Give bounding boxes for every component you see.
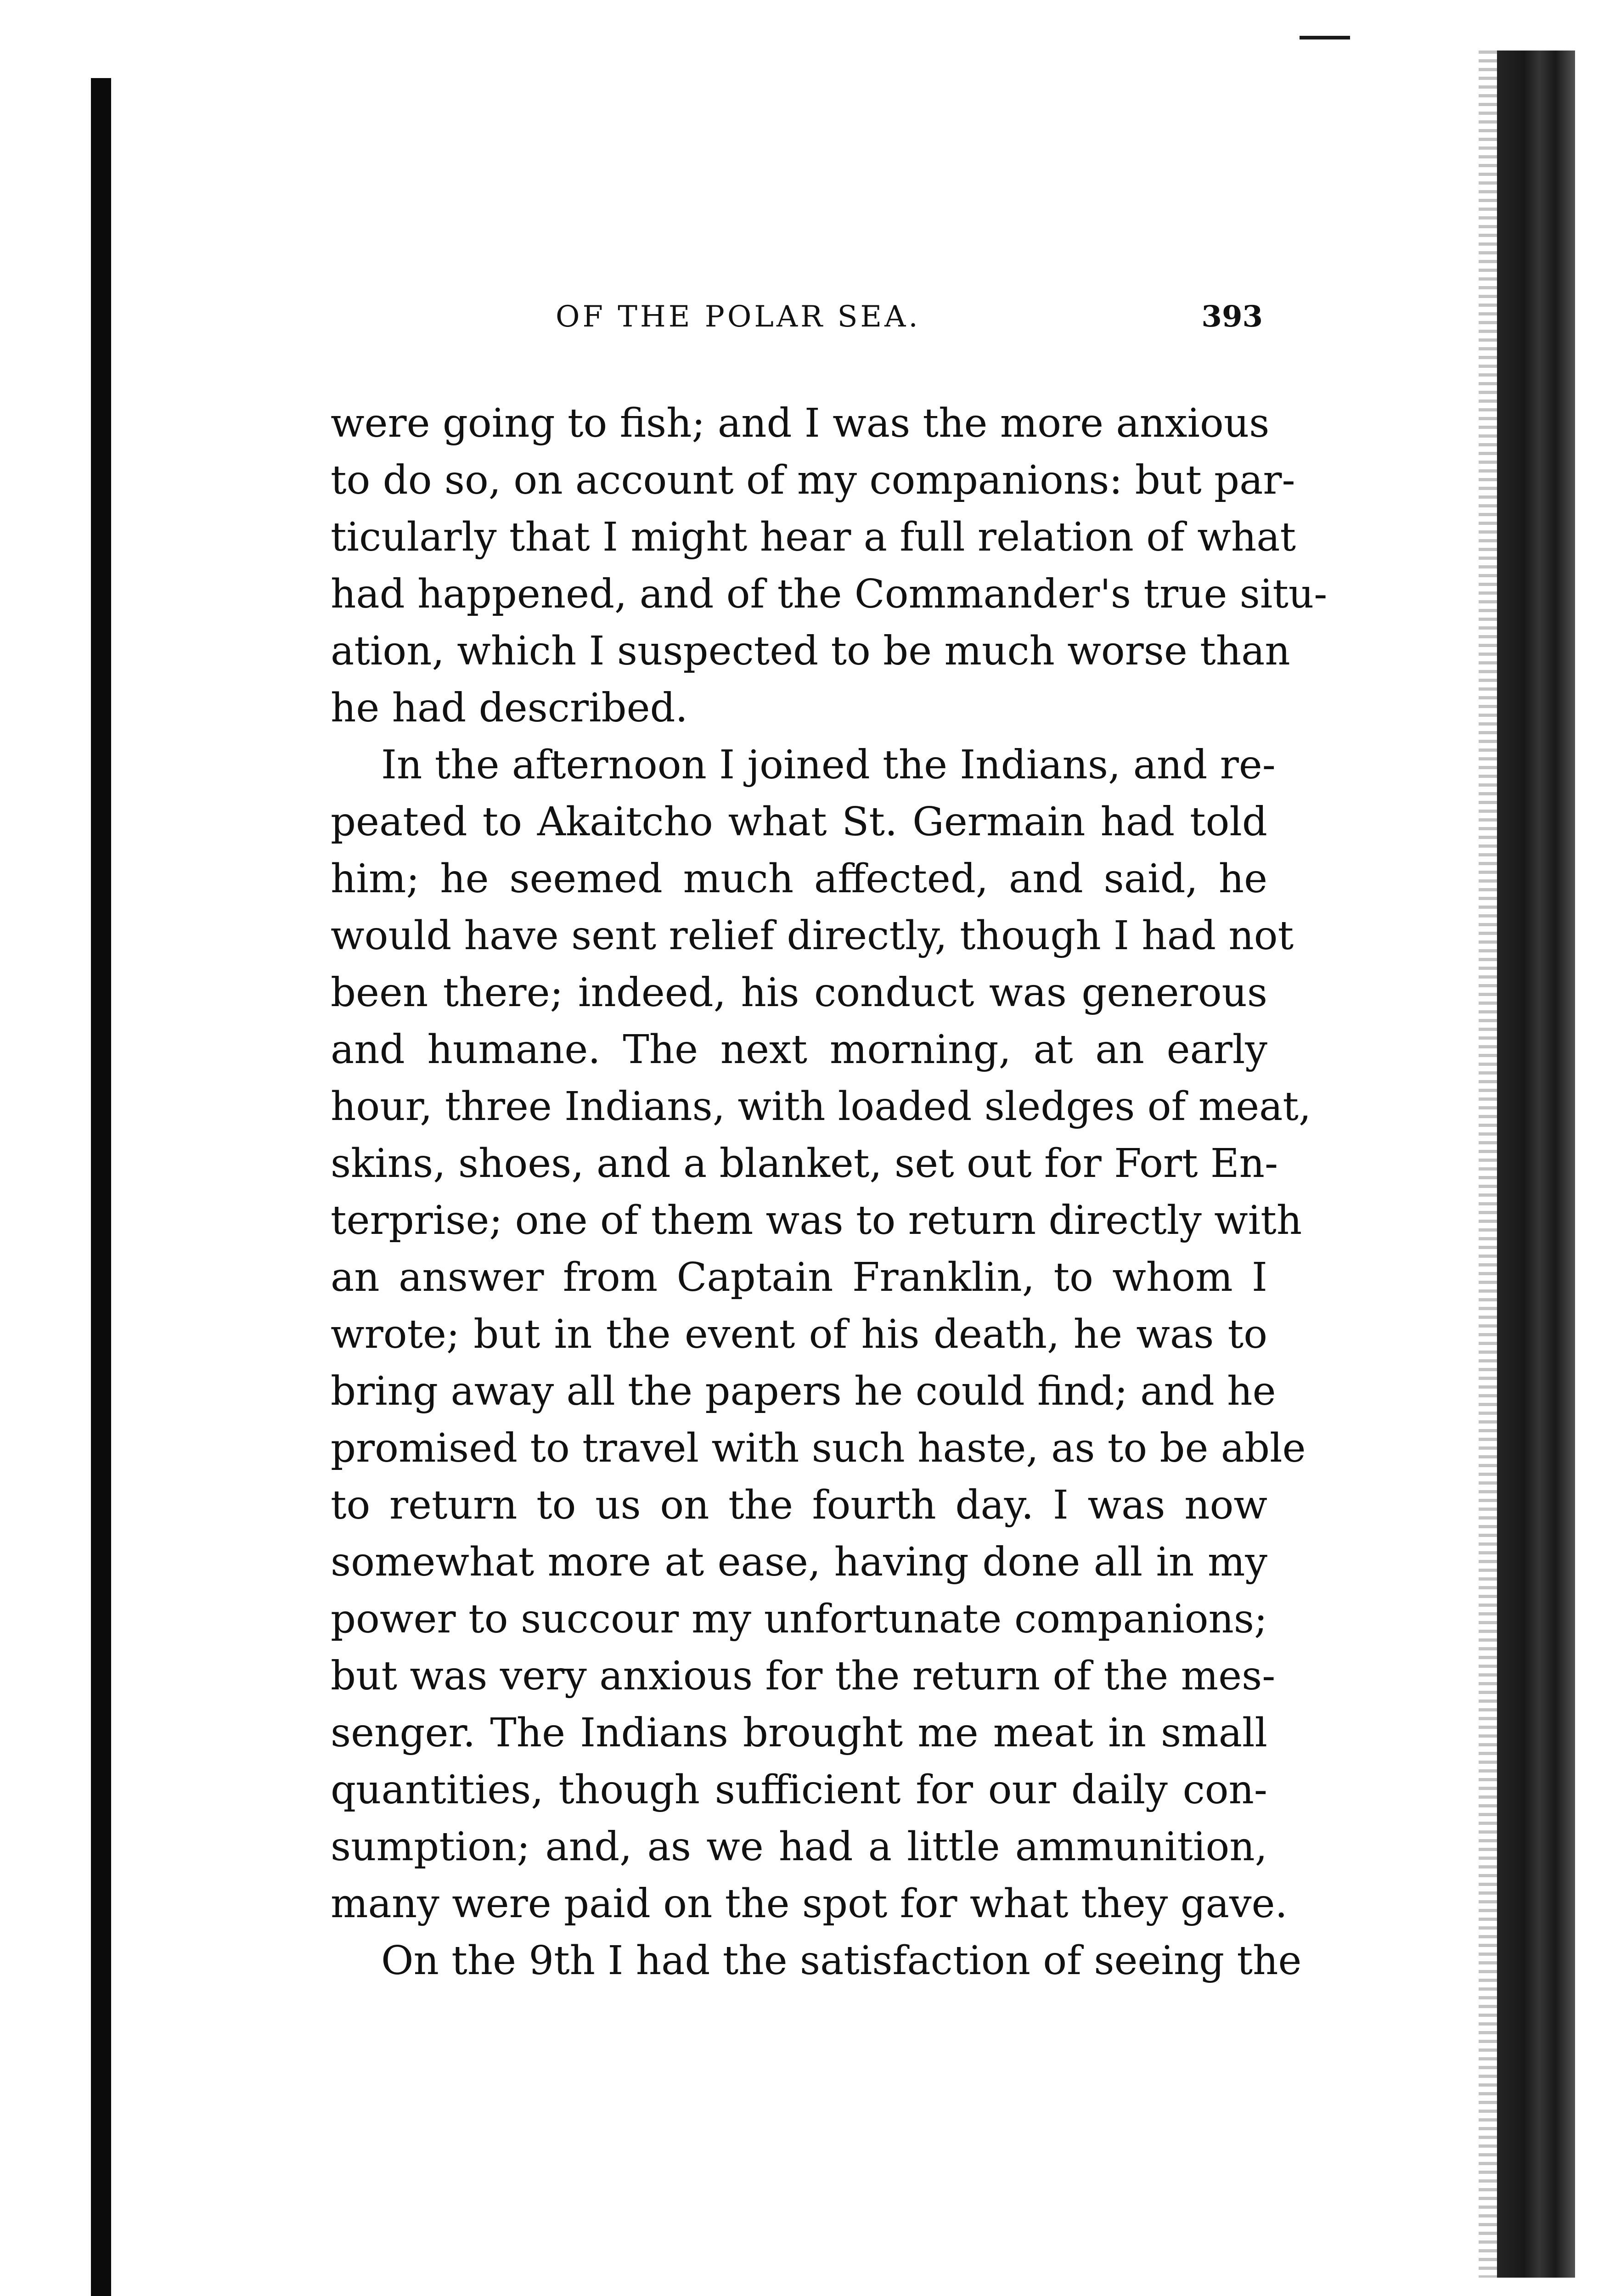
text-line: an answer from Captain Franklin, to whom I — [331, 1255, 1267, 1300]
text-line: terprise; one of them was to return directly with — [331, 1198, 1302, 1244]
text-line: senger. The Indians brought me meat in small — [331, 1710, 1267, 1756]
text-line: many were paid on the spot for what they gave. — [331, 1881, 1288, 1927]
scan-mark — [1300, 36, 1350, 39]
text-line: On the 9th I had the satisfaction of seeing the — [381, 1938, 1302, 1984]
text-line: he had described. — [331, 685, 688, 731]
text-line: wrote; but in the event of his death, he was to — [331, 1311, 1267, 1357]
text-line: somewhat more at ease, having done all in my — [331, 1539, 1267, 1585]
text-line: bring away all the papers he could find; and he — [331, 1368, 1276, 1414]
text-line: skins, shoes, and a blanket, set out for Fort En- — [331, 1141, 1278, 1187]
text-line: been there; indeed, his conduct was generous — [331, 970, 1267, 1016]
text-line: ticularly that I might hear a full relation of what — [331, 514, 1296, 560]
text-line: to return to us on the fourth day. I was now — [331, 1482, 1267, 1528]
text-line: sumption; and, as we had a little ammunition, — [331, 1824, 1267, 1870]
running-title: OF THE POLAR SEA. — [556, 300, 921, 334]
body-text — [331, 395, 1328, 1984]
text-line: quantities, though sufficient for our daily con- — [331, 1767, 1267, 1813]
text-line: peated to Akaitcho what St. Germain had told — [331, 799, 1267, 845]
scan-left-edge — [91, 78, 111, 2296]
text-line: power to succour my unfortunate companions; — [331, 1596, 1267, 1642]
text-line: were going to fish; and I was the more anxious — [331, 400, 1270, 446]
text-line: but was very anxious for the return of the mes- — [331, 1653, 1276, 1699]
text-line: promised to travel with such haste, as to be able — [331, 1425, 1306, 1471]
text-line: and humane. The next morning, at an early — [331, 1027, 1267, 1073]
scan-right-edge — [1497, 51, 1575, 2278]
text-line: had happened, and of the Commander's true situ- — [331, 571, 1328, 617]
text-line: hour, three Indians, with loaded sledges of meat, — [331, 1084, 1311, 1130]
text-line: would have sent relief directly, though I had not — [331, 913, 1294, 959]
text-line: In the afternoon I joined the Indians, and re- — [381, 742, 1276, 788]
text-line: him; he seemed much affected, and said, he — [331, 856, 1267, 902]
page-header — [276, 294, 1263, 349]
page-number: 393 — [1201, 299, 1263, 334]
text-line: to do so, on account of my companions: but par- — [331, 457, 1295, 503]
text-line: ation, which I suspected to be much worse than — [331, 628, 1290, 674]
